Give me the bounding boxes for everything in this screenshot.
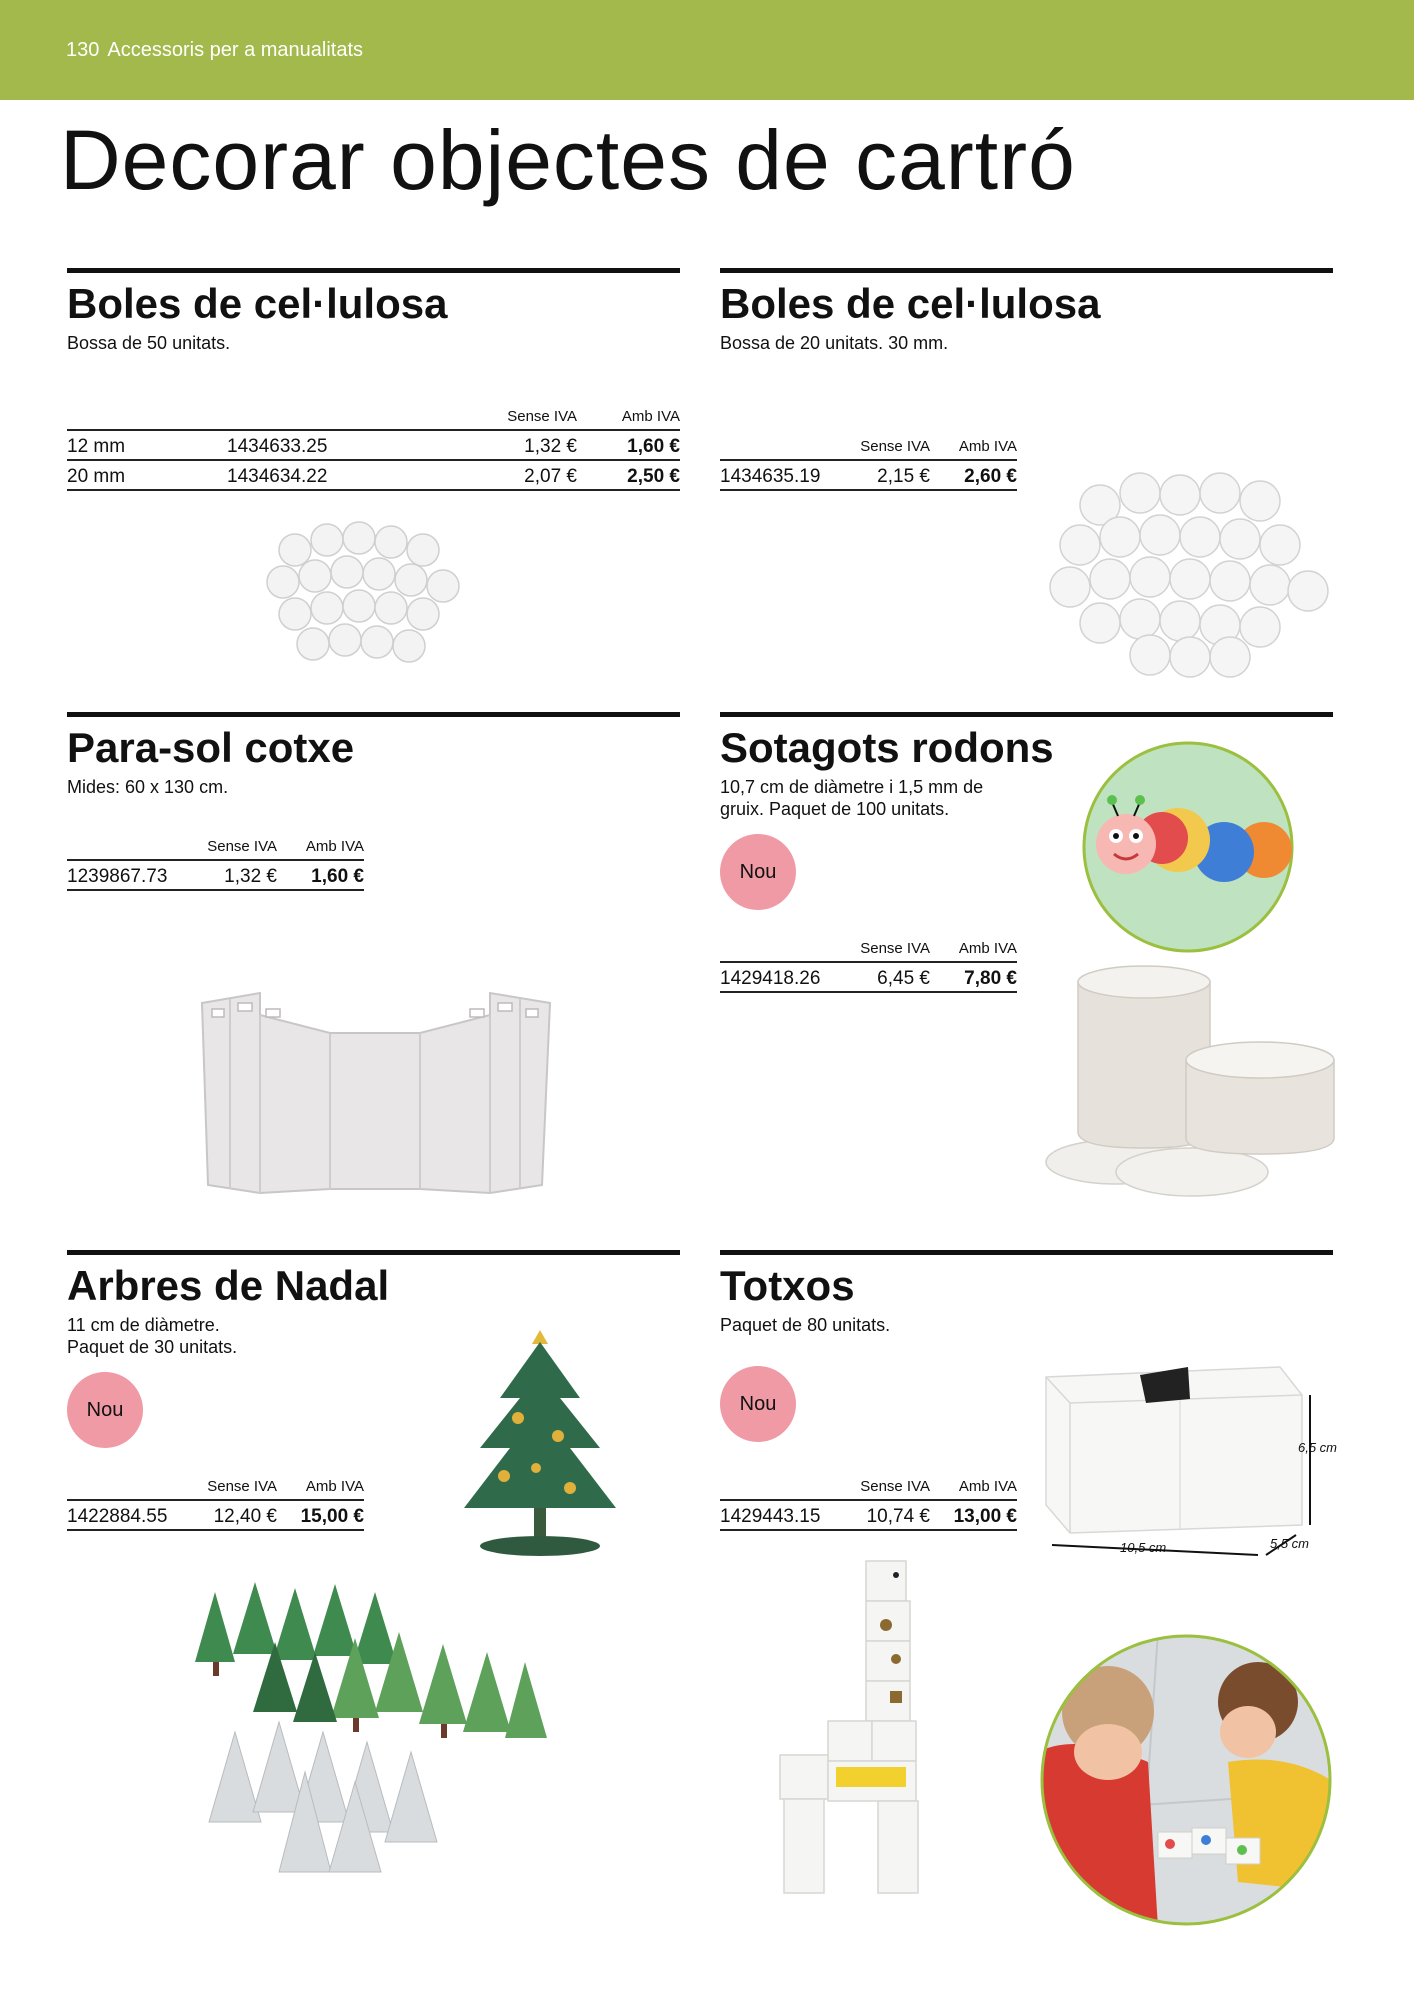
dimension-label-height: 6,5 cm [1298, 1440, 1338, 1455]
christmas-tree-image [440, 1318, 640, 1568]
table-row [720, 962, 1017, 992]
product-description: Bossa de 50 unitats. [67, 333, 231, 353]
ref-cell: 1239867.73 [67, 860, 177, 890]
table-row [67, 430, 680, 460]
section-rule [67, 712, 680, 717]
header-label [66, 39, 363, 62]
size-cell: 12 mm [67, 430, 227, 460]
column-amb-iva: Amb IVA [305, 1478, 364, 1495]
ref-cell: 1434635.19 [720, 460, 830, 490]
product-title: Totxos [720, 1262, 855, 1309]
new-badge: Nou [720, 834, 796, 910]
column-amb-iva: Amb IVA [958, 940, 1017, 957]
price-amb-cell: 1,60 € [277, 860, 364, 890]
product-description-line2: gruix. Paquet de 100 unitats. [720, 799, 950, 819]
page-number: 130 [66, 39, 100, 61]
product-title: Boles de cel·lulosa [67, 280, 448, 327]
price-sense-cell: 1,32 € [377, 430, 577, 460]
table-row [67, 460, 680, 490]
price-amb-cell: 15,00 € [277, 1500, 364, 1530]
cellulose-balls-large-image [1040, 465, 1335, 680]
product-title: Boles de cel·lulosa [720, 280, 1101, 327]
header-bar [0, 0, 1414, 100]
giraffe-bricks-image [770, 1555, 960, 1900]
dimension-label-depth: 5,5 cm [1270, 1536, 1310, 1551]
column-sense-iva: Sense IVA [207, 838, 277, 855]
column-sense-iva: Sense IVA [860, 1478, 930, 1495]
price-table [67, 834, 364, 891]
ref-cell: 1434634.22 [227, 460, 377, 490]
product-description: Mides: 60 x 130 cm. [67, 777, 229, 797]
ref-cell: 1429443.15 [720, 1500, 830, 1530]
children-playing-image [1038, 1632, 1334, 1928]
price-table [720, 1474, 1017, 1531]
column-sense-iva: Sense IVA [860, 438, 930, 455]
table-row [720, 460, 1017, 490]
car-sunshade-image [190, 975, 560, 1195]
product-description: Bossa de 20 unitats. 30 mm. [720, 333, 949, 353]
section-rule [720, 268, 1333, 273]
price-sense-cell: 2,07 € [377, 460, 577, 490]
column-amb-iva: Amb IVA [958, 1478, 1017, 1495]
table-row [67, 1500, 364, 1530]
price-sense-cell: 6,45 € [830, 962, 930, 992]
section-rule [720, 1250, 1333, 1255]
cellulose-balls-image [255, 510, 485, 680]
size-cell: 20 mm [67, 460, 227, 490]
price-table [720, 434, 1017, 491]
price-table [67, 404, 680, 491]
product-description-line1: 11 cm de diàmetre. [67, 1315, 220, 1335]
price-sense-cell: 10,74 € [830, 1500, 930, 1530]
column-amb-iva: Amb IVA [305, 838, 364, 855]
section-rule [67, 1250, 680, 1255]
table-row [720, 1500, 1017, 1530]
price-sense-cell: 12,40 € [177, 1500, 277, 1530]
section-rule [720, 712, 1333, 717]
column-sense-iva: Sense IVA [860, 940, 930, 957]
column-sense-iva: Sense IVA [507, 408, 577, 425]
price-amb-cell: 7,80 € [930, 962, 1017, 992]
price-amb-cell: 1,60 € [577, 430, 680, 460]
price-amb-cell: 13,00 € [930, 1500, 1017, 1530]
column-amb-iva: Amb IVA [621, 408, 680, 425]
product-title: Sotagots rodons [720, 724, 1054, 771]
product-description: Paquet de 80 unitats. [720, 1315, 891, 1335]
coasters-stack-image [1020, 962, 1336, 1212]
price-amb-cell: 2,50 € [577, 460, 680, 490]
page-title: Decorar objectes de cartró [60, 113, 1076, 207]
ref-cell: 1434633.25 [227, 430, 377, 460]
new-badge: Nou [720, 1366, 796, 1442]
product-description-line1: 10,7 cm de diàmetre i 1,5 mm de [720, 777, 984, 797]
column-amb-iva: Amb IVA [958, 438, 1017, 455]
product-title: Arbres de Nadal [67, 1262, 390, 1309]
price-amb-cell: 2,60 € [930, 460, 1017, 490]
table-row [67, 860, 364, 890]
price-table [67, 1474, 364, 1531]
section-rule [67, 268, 680, 273]
dimension-label-width: 10,5 cm [1120, 1540, 1167, 1555]
column-sense-iva: Sense IVA [207, 1478, 277, 1495]
christmas-trees-group-image [195, 1582, 555, 1882]
price-sense-cell: 1,32 € [177, 860, 277, 890]
caterpillar-craft-image [1078, 740, 1298, 955]
product-title: Para-sol cotxe [67, 724, 355, 771]
price-table [720, 936, 1017, 993]
price-sense-cell: 2,15 € [830, 460, 930, 490]
ref-cell: 1422884.55 [67, 1500, 177, 1530]
ref-cell: 1429418.26 [720, 962, 830, 992]
product-description-line2: Paquet de 30 unitats. [67, 1337, 238, 1357]
section-name: Accessoris per a manualitats [107, 39, 364, 61]
new-badge: Nou [67, 1372, 143, 1448]
